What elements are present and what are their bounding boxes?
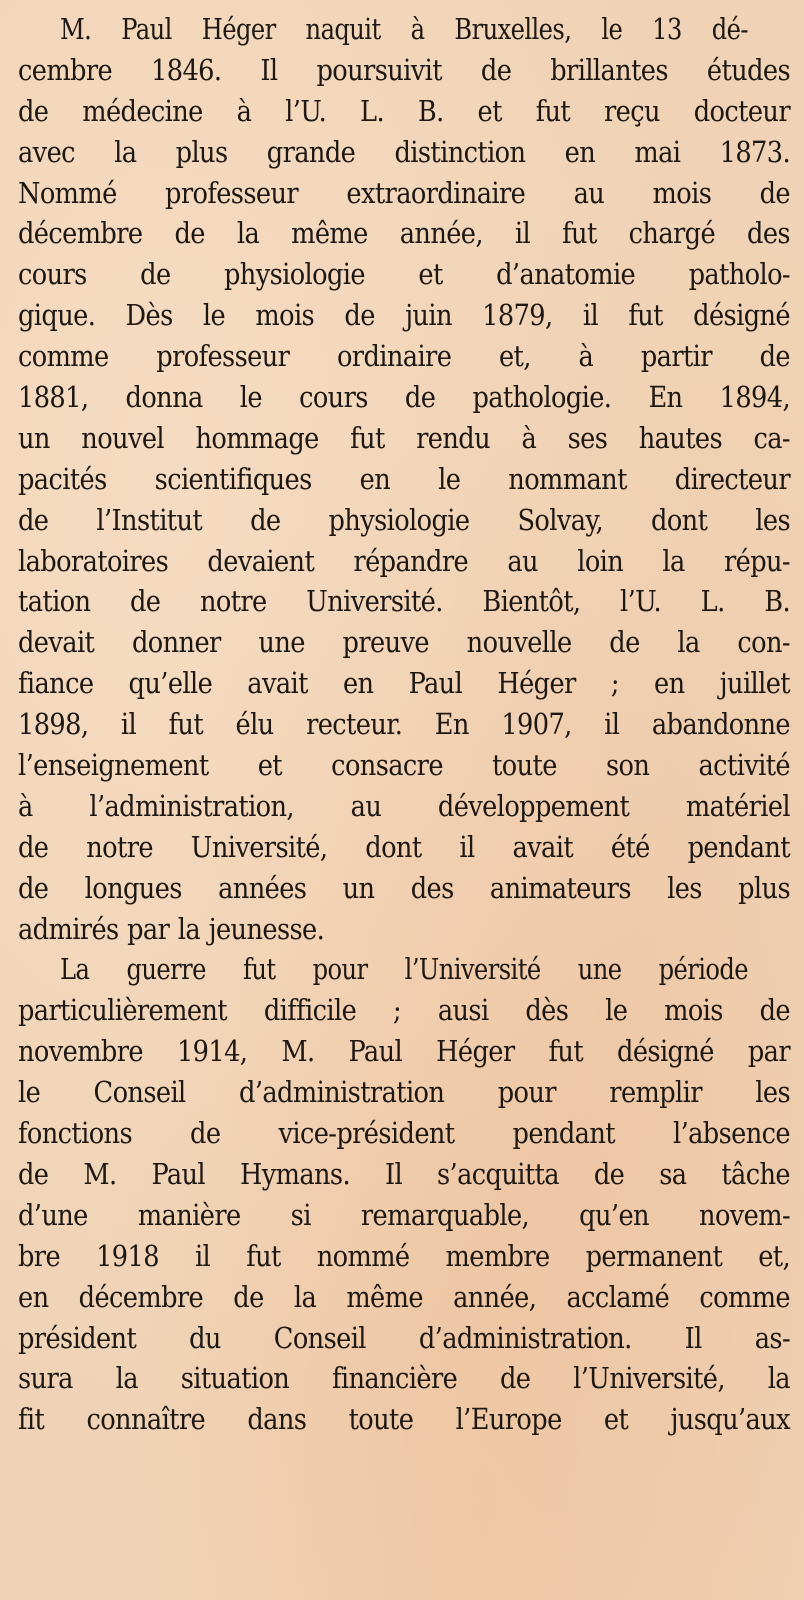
text-line: à l’administration, au développement matériel: [18, 789, 790, 823]
text-line: de longues années un des animateurs les plus: [18, 871, 790, 905]
text-line: pacités scientifiques en le nommant directeur: [18, 462, 790, 496]
paragraph-war-period: [18, 950, 790, 1441]
text-line: bre 1918 il fut nommé membre permanent et,: [18, 1239, 790, 1273]
text-line: admirés par la jeunesse.: [18, 912, 325, 946]
text-line: de M. Paul Hymans. Il s’acquitta de sa tâche: [18, 1157, 790, 1191]
text-line: M. Paul Héger naquit à Bruxelles, le 13 dé-: [60, 13, 748, 46]
text-line: un nouvel hommage fut rendu à ses hautes ca-: [18, 421, 790, 455]
text-line: particulièrement difficile ; ausi dès le mois de: [18, 994, 790, 1028]
text-line: décembre de la même année, il fut chargé des: [18, 217, 790, 251]
paragraph-biography: [18, 10, 790, 950]
text-line: fonctions de vice-président pendant l’absence: [18, 1117, 790, 1151]
text-line: 1881, donna le cours de pathologie. En 1894,: [18, 381, 790, 415]
text-line: laboratoires devaient répandre au loin la répu-: [18, 544, 790, 578]
text-line: novembre 1914, M. Paul Héger fut désigné par: [18, 1035, 790, 1069]
text-line: sura la situation financière de l’Université, la: [18, 1362, 790, 1396]
text-line: cours de physiologie et d’anatomie patholo-: [18, 258, 790, 292]
text-line: 1898, il fut élu recteur. En 1907, il abandonne: [18, 708, 790, 742]
text-line: comme professeur ordinaire et, à partir de: [18, 340, 790, 374]
text-line: Nommé professeur extraordinaire au mois de: [18, 176, 790, 210]
text-line: avec la plus grande distinction en mai 1873.: [18, 135, 790, 169]
text-line: fiance qu’elle avait en Paul Héger ; en juillet: [18, 667, 790, 701]
text-line: fit connaître dans toute l’Europe et jusqu’aux: [18, 1403, 790, 1437]
text-line: en décembre de la même année, acclamé comme: [18, 1280, 790, 1314]
text-line: gique. Dès le mois de juin 1879, il fut désigné: [18, 299, 790, 333]
text-line: La guerre fut pour l’Université une période: [60, 953, 748, 987]
text-line: d’une manière si remarquable, qu’en novem-: [18, 1198, 790, 1232]
text-line: de médecine à l’U. L. B. et fut reçu docteur: [18, 94, 790, 128]
text-line: président du Conseil d’administration. Il as-: [18, 1321, 790, 1355]
document-page: [18, 10, 790, 1441]
text-line: le Conseil d’administration pour remplir les: [18, 1076, 790, 1110]
text-line: l’enseignement et consacre toute son activité: [18, 749, 790, 783]
text-line: devait donner une preuve nouvelle de la con-: [18, 626, 790, 660]
text-line: cembre 1846. Il poursuivit de brillantes études: [18, 53, 790, 87]
text-line: tation de notre Université. Bientôt, l’U. L. B.: [18, 585, 790, 619]
text-line: de notre Université, dont il avait été pendant: [18, 830, 790, 864]
text-line: de l’Institut de physiologie Solvay, dont les: [18, 503, 790, 537]
